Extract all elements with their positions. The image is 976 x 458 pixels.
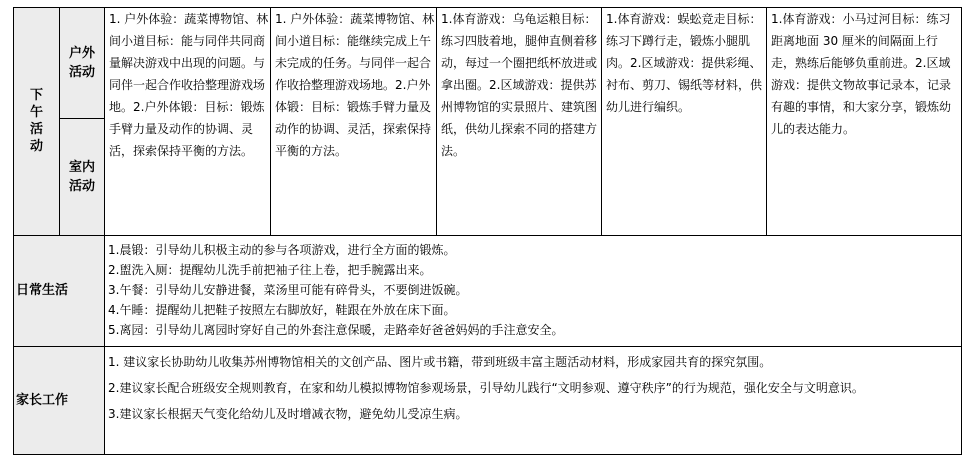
afternoon-cell-1: 1. 户外体验：蔬菜博物馆、林间小道目标：能与同伴共同商量解决游戏中出现的问题。与同伴一起合作收拾整理游戏场地。2.户外体锻：目标：锻炼手臂力量及动作的协调、灵活，探索保持平衡的方法。 (105, 8, 271, 236)
daily-item-3: 3.午餐：引导幼儿安静进餐，菜汤里可能有碎骨头，不要倒进饭碗。 (108, 283, 468, 297)
parent-work-content (105, 347, 962, 455)
afternoon-activity-label: 下午活动 (14, 8, 60, 236)
daily-item-5: 5.离园：引导幼儿离园时穿好自己的外套注意保暖，走路牵好爸爸妈妈的手注意安全。 (108, 323, 564, 337)
afternoon-cell-3: 1.体育游戏：乌龟运粮目标：练习四肢着地，腿伸直侧着移动，每过一个圈把纸杯放进或拿出圈。2.区域游戏：提供苏州博物馆的实景照片、建筑图纸，供幼儿探索不同的搭建方法。 (437, 8, 602, 236)
weekly-plan-table (13, 7, 961, 455)
parent-item-2: 2.建议家长配合班级安全规则教育，在家和幼儿模拟博物馆参观场景，引导幼儿践行“文明参观、遵守秩序”的行为规范，强化安全与文明意识。 (108, 381, 864, 395)
daily-item-1: 1.晨锻：引导幼儿积极主动的参与各项游戏，进行全方面的锻炼。 (108, 243, 456, 257)
parent-work-label: 家长工作 (14, 347, 105, 455)
parent-item-3: 3.建议家长根据天气变化给幼儿及时增减衣物，避免幼儿受凉生病。 (108, 407, 468, 421)
plan-table (13, 7, 962, 455)
daily-item-4: 4.午睡：提醒幼儿把鞋子按照左右脚放好，鞋跟在外放在床下面。 (108, 303, 456, 317)
outdoor-activity-label: 户外活动 (60, 8, 105, 119)
afternoon-cell-2: 1. 户外体验：蔬菜博物馆、林间小道目标：能继续完成上午未完成的任务。与同伴一起合作收拾整理游戏场地。2.户外体锻：目标：锻炼手臂力量及动作的协调、灵活，探索保持平衡的方法。 (271, 8, 437, 236)
daily-life-content (105, 236, 962, 347)
parent-item-1: 1. 建议家长协助幼儿收集苏州博物馆相关的文创产品、图片或书籍，带到班级丰富主题活动材料，形成家园共育的探究氛围。 (108, 355, 772, 369)
afternoon-cell-4: 1.体育游戏：蜈蚣竞走目标：练习下蹲行走，锻炼小腿肌肉。2.区域游戏：提供彩绳、衬布、剪刀、锡纸等材料，供幼儿进行编织。 (602, 8, 767, 236)
daily-life-label: 日常生活 (14, 236, 105, 347)
afternoon-cell-5: 1.体育游戏：小马过河目标：练习距离地面 30 厘米的间隔面上行走，熟练后能够负重前进。2.区域游戏：提供文物故事记录本，记录有趣的事情，和大家分享，锻炼幼儿的表达能力。 (767, 8, 962, 236)
daily-item-2: 2.盥洗入厕：提醒幼儿洗手前把袖子往上卷，把手腕露出来。 (108, 263, 432, 277)
indoor-activity-label: 室内活动 (60, 119, 105, 236)
